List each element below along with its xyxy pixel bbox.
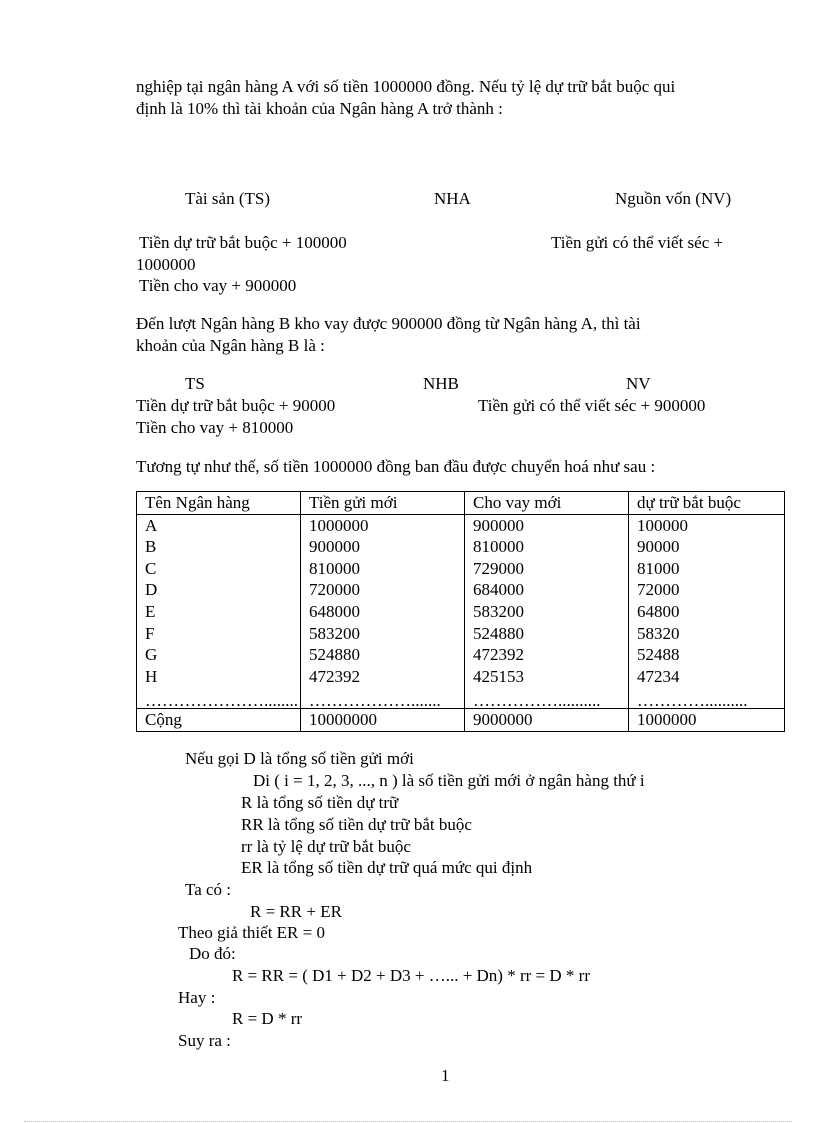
table-cell: 47234 bbox=[629, 666, 785, 688]
bank-b-loan-line: Tiền cho vay + 810000 bbox=[136, 418, 294, 437]
def-r: R là tổng số tiền dự trữ bbox=[241, 793, 399, 812]
table-row bbox=[137, 536, 785, 558]
hay-label: Hay : bbox=[178, 988, 216, 1007]
def-er: ER là tổng số tiền dự trữ quá mức qui định bbox=[241, 858, 533, 877]
table-cell: 52488 bbox=[629, 644, 785, 666]
table-total-cell: 10000000 bbox=[301, 709, 465, 732]
bank-a-deposit-value: 1000000 bbox=[136, 255, 196, 274]
table-cell: G bbox=[137, 644, 301, 666]
table-cell: 472392 bbox=[465, 644, 629, 666]
table-total-cell: 1000000 bbox=[629, 709, 785, 732]
equation-2: R = RR = ( D1 + D2 + D3 + …... + Dn) * rr = D * rr bbox=[232, 966, 590, 985]
table-header-cell: Cho vay mới bbox=[465, 492, 629, 515]
page-bottom-divider bbox=[24, 1121, 792, 1122]
bank-b-liabilities-header: NV bbox=[626, 374, 651, 393]
table-cell: 648000 bbox=[301, 601, 465, 623]
table-ellipsis-cell: ………………....... bbox=[301, 687, 465, 709]
assumption: Theo giả thiết ER = 0 bbox=[178, 923, 325, 942]
def-rr-rate: rr là tỷ lệ dự trữ bắt buộc bbox=[241, 837, 411, 856]
intro-paragraph bbox=[136, 76, 758, 120]
page-number: 1 bbox=[441, 1066, 450, 1085]
table-cell: 100000 bbox=[629, 514, 785, 536]
bank-a-reserve-line: Tiền dự trữ bắt buộc + 100000 bbox=[139, 233, 347, 252]
table-ellipsis-cell: ………….......... bbox=[629, 687, 785, 709]
table-intro: Tương tự như thế, số tiền 1000000 đồng ban đầu được chuyển hoá như sau : bbox=[136, 457, 656, 476]
table-cell: 472392 bbox=[301, 666, 465, 688]
table-cell: 900000 bbox=[465, 514, 629, 536]
def-rr: RR là tổng số tiền dự trữ bắt buộc bbox=[241, 815, 472, 834]
table-header-cell: Tên Ngân hàng bbox=[137, 492, 301, 515]
table-cell: 425153 bbox=[465, 666, 629, 688]
table-cell: 524880 bbox=[301, 644, 465, 666]
table-ellipsis-cell: …………………........ bbox=[137, 687, 301, 709]
bank-b-line-1: Đến lượt Ngân hàng B kho vay được 900000 đồng từ Ngân hàng A, thì tài bbox=[136, 314, 641, 333]
table-cell: A bbox=[137, 514, 301, 536]
bank-b-name: NHB bbox=[423, 374, 459, 393]
bank-b-paragraph bbox=[136, 313, 758, 357]
table-cell: 81000 bbox=[629, 558, 785, 580]
table-cell: 810000 bbox=[301, 558, 465, 580]
bank-a-liabilities-header: Nguồn vốn (NV) bbox=[615, 189, 732, 208]
def-d: Nếu gọi D là tổng số tiền gửi mới bbox=[185, 749, 414, 768]
table-row bbox=[137, 644, 785, 666]
table-cell: 900000 bbox=[301, 536, 465, 558]
table-row bbox=[137, 601, 785, 623]
table-row bbox=[137, 666, 785, 688]
table-cell: 720000 bbox=[301, 579, 465, 601]
table-cell: B bbox=[137, 536, 301, 558]
table-row bbox=[137, 579, 785, 601]
bank-a-loan-line: Tiền cho vay + 900000 bbox=[139, 276, 297, 295]
intro-line-1: nghiệp tại ngân hàng A với số tiền 1000000 đồng. Nếu tỷ lệ dự trữ bắt buộc qui bbox=[136, 77, 676, 96]
table-row bbox=[137, 623, 785, 645]
bank-a-assets-header: Tài sản (TS) bbox=[185, 189, 270, 208]
bank-b-reserve-line: Tiền dự trữ bắt buộc + 90000 bbox=[136, 396, 336, 415]
suy-ra-label: Suy ra : bbox=[178, 1031, 231, 1050]
table-cell: 729000 bbox=[465, 558, 629, 580]
table-cell: D bbox=[137, 579, 301, 601]
bank-b-deposit-line: Tiền gửi có thể viết séc + 900000 bbox=[478, 396, 706, 415]
table-cell: 583200 bbox=[465, 601, 629, 623]
table-header-cell: dự trữ bắt buộc bbox=[629, 492, 785, 515]
table-cell: 58320 bbox=[629, 623, 785, 645]
table-ellipsis-row bbox=[137, 687, 785, 709]
table-header-row bbox=[137, 492, 785, 515]
table-row bbox=[137, 514, 785, 536]
bank-a-name: NHA bbox=[434, 189, 471, 208]
equation-3: R = D * rr bbox=[232, 1009, 303, 1028]
bank-b-assets-header: TS bbox=[185, 374, 205, 393]
table-ellipsis-cell: …………….......... bbox=[465, 687, 629, 709]
table-cell: 1000000 bbox=[301, 514, 465, 536]
table-cell: 90000 bbox=[629, 536, 785, 558]
table-total-cell: Cộng bbox=[137, 709, 301, 732]
table-cell: C bbox=[137, 558, 301, 580]
table-cell: 810000 bbox=[465, 536, 629, 558]
def-di: Di ( i = 1, 2, 3, ..., n ) là số tiền gửi mới ở ngân hàng thứ i bbox=[253, 771, 645, 790]
do-do-label: Do đó: bbox=[189, 944, 236, 963]
bank-b-line-2: khoản của Ngân hàng B là : bbox=[136, 336, 325, 355]
intro-line-2: định là 10% thì tài khoản của Ngân hàng A trở thành : bbox=[136, 99, 503, 118]
table-cell: 583200 bbox=[301, 623, 465, 645]
table-cell: F bbox=[137, 623, 301, 645]
money-creation-table bbox=[136, 491, 785, 732]
bank-a-deposit-line: Tiền gửi có thể viết séc + bbox=[551, 233, 724, 252]
table-cell: H bbox=[137, 666, 301, 688]
table-cell: E bbox=[137, 601, 301, 623]
table-cell: 524880 bbox=[465, 623, 629, 645]
table-total-row bbox=[137, 709, 785, 732]
table-row bbox=[137, 558, 785, 580]
table-cell: 684000 bbox=[465, 579, 629, 601]
table-header-cell: Tiền gửi mới bbox=[301, 492, 465, 515]
table-total-cell: 9000000 bbox=[465, 709, 629, 732]
table-cell: 64800 bbox=[629, 601, 785, 623]
ta-co-label: Ta có : bbox=[185, 880, 232, 899]
table-cell: 72000 bbox=[629, 579, 785, 601]
equation-1: R = RR + ER bbox=[250, 902, 342, 921]
